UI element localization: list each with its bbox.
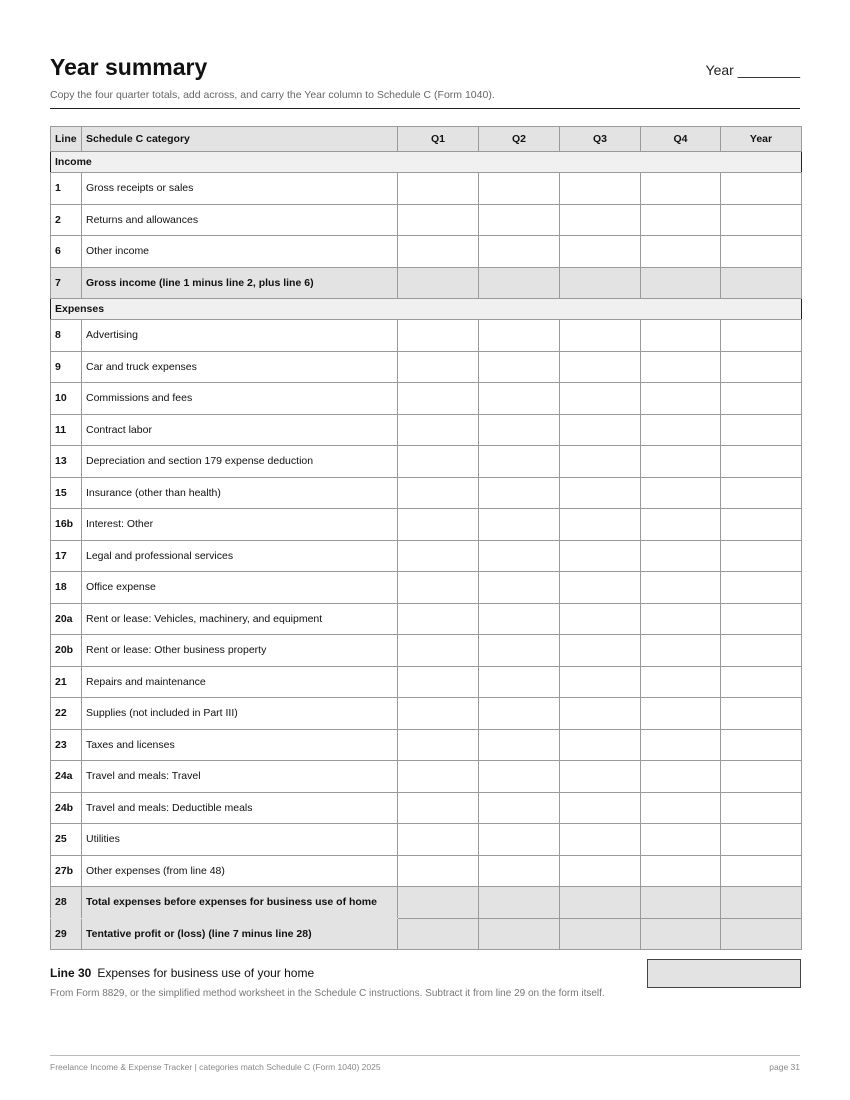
year-amount-cell[interactable] [721, 918, 802, 950]
q4-amount-cell[interactable] [641, 698, 721, 730]
q4-amount-cell[interactable] [641, 204, 721, 236]
year-amount-cell[interactable] [721, 887, 802, 919]
q1-amount-cell[interactable] [398, 540, 479, 572]
q2-amount-cell[interactable] [479, 540, 560, 572]
q4-amount-cell[interactable] [641, 666, 721, 698]
table-row [51, 446, 802, 478]
category-label: Car and truck expenses [82, 351, 398, 383]
col-header-year: Year [721, 127, 802, 152]
q3-amount-cell[interactable] [560, 855, 641, 887]
category-label: Contract labor [82, 414, 398, 446]
q2-amount-cell[interactable] [479, 477, 560, 509]
table-row [51, 509, 802, 541]
q1-amount-cell[interactable] [398, 887, 479, 919]
line-number: 10 [51, 383, 82, 415]
q4-amount-cell[interactable] [641, 509, 721, 541]
table-row [51, 540, 802, 572]
year-amount-cell[interactable] [721, 320, 802, 352]
line-number: 11 [51, 414, 82, 446]
q3-amount-cell[interactable] [560, 383, 641, 415]
q4-amount-cell[interactable] [641, 383, 721, 415]
year-summary-table [50, 126, 802, 950]
q1-amount-cell[interactable] [398, 446, 479, 478]
q4-amount-cell[interactable] [641, 603, 721, 635]
q4-amount-cell[interactable] [641, 267, 721, 299]
q1-amount-cell[interactable] [398, 918, 479, 950]
line-number: 17 [51, 540, 82, 572]
q1-amount-cell[interactable] [398, 572, 479, 604]
q3-amount-cell[interactable] [560, 698, 641, 730]
q3-amount-cell[interactable] [560, 267, 641, 299]
income-section-row [51, 152, 802, 173]
q4-amount-cell[interactable] [641, 446, 721, 478]
q4-amount-cell[interactable] [641, 729, 721, 761]
q3-amount-cell[interactable] [560, 635, 641, 667]
line-number: 27b [51, 855, 82, 887]
q1-amount-cell[interactable] [398, 855, 479, 887]
line-number: 16b [51, 509, 82, 541]
q3-amount-cell[interactable] [560, 792, 641, 824]
q4-amount-cell[interactable] [641, 236, 721, 268]
table-row [51, 236, 802, 268]
q3-amount-cell[interactable] [560, 173, 641, 205]
table-body [51, 152, 802, 950]
line-number: 20b [51, 635, 82, 667]
q3-amount-cell[interactable] [560, 446, 641, 478]
q1-amount-cell[interactable] [398, 173, 479, 205]
q3-amount-cell[interactable] [560, 477, 641, 509]
q2-amount-cell[interactable] [479, 603, 560, 635]
instructions: Copy the four quarter totals, add across, and carry the Year column to Schedule C (Form 1040). [50, 89, 495, 101]
table-row [51, 792, 802, 824]
q2-amount-cell[interactable] [479, 446, 560, 478]
q3-amount-cell[interactable] [560, 204, 641, 236]
q2-amount-cell[interactable] [479, 666, 560, 698]
q1-amount-cell[interactable] [398, 509, 479, 541]
q1-amount-cell[interactable] [398, 351, 479, 383]
q4-amount-cell[interactable] [641, 855, 721, 887]
table-row [51, 761, 802, 793]
category-label: Legal and professional services [82, 540, 398, 572]
table-row [51, 729, 802, 761]
table-row [51, 824, 802, 856]
q1-amount-cell[interactable] [398, 824, 479, 856]
table-row [51, 414, 802, 446]
page-title: Year summary [50, 54, 208, 80]
q2-amount-cell[interactable] [479, 824, 560, 856]
category-label: Interest: Other [82, 509, 398, 541]
q1-amount-cell[interactable] [398, 320, 479, 352]
line-number: 6 [51, 236, 82, 268]
table-row [51, 383, 802, 415]
table-row [51, 351, 802, 383]
category-label: Commissions and fees [82, 383, 398, 415]
category-label: Taxes and licenses [82, 729, 398, 761]
year-amount-cell[interactable] [721, 603, 802, 635]
q2-amount-cell[interactable] [479, 509, 560, 541]
line-number: 20a [51, 603, 82, 635]
q4-amount-cell[interactable] [641, 887, 721, 919]
category-label: Other income [82, 236, 398, 268]
q1-amount-cell[interactable] [398, 267, 479, 299]
q1-amount-cell[interactable] [398, 666, 479, 698]
line30-amount-field[interactable] [647, 959, 801, 988]
q2-amount-cell[interactable] [479, 729, 560, 761]
col-header-line: Line [51, 127, 82, 152]
table-row [51, 918, 802, 950]
year-amount-cell[interactable] [721, 729, 802, 761]
line-number: 29 [51, 918, 82, 950]
q2-amount-cell[interactable] [479, 698, 560, 730]
q4-amount-cell[interactable] [641, 320, 721, 352]
line-number: 18 [51, 572, 82, 604]
table-row [51, 267, 802, 299]
year-amount-cell[interactable] [721, 540, 802, 572]
footer-text: Freelance Income & Expense Tracker | categories match Schedule C (Form 1040) 2025 [50, 1062, 381, 1072]
q2-amount-cell[interactable] [479, 792, 560, 824]
q4-amount-cell[interactable] [641, 414, 721, 446]
q1-amount-cell[interactable] [398, 635, 479, 667]
line30-description: From Form 8829, or the simplified method worksheet in the Schedule C instructions. Subtract it from line 29 on the form itself. [50, 988, 605, 999]
q2-amount-cell[interactable] [479, 204, 560, 236]
category-label: Rent or lease: Vehicles, machinery, and equipment [82, 603, 398, 635]
year-amount-cell[interactable] [721, 204, 802, 236]
q3-amount-cell[interactable] [560, 761, 641, 793]
year-amount-cell[interactable] [721, 446, 802, 478]
q1-amount-cell[interactable] [398, 477, 479, 509]
col-header-q1: Q1 [398, 127, 479, 152]
table-row [51, 572, 802, 604]
line-number: 24a [51, 761, 82, 793]
category-label: Tentative profit or (loss) (line 7 minus line 28) [82, 918, 398, 950]
line-number: 23 [51, 729, 82, 761]
q1-amount-cell[interactable] [398, 698, 479, 730]
q2-amount-cell[interactable] [479, 572, 560, 604]
category-label: Returns and allowances [82, 204, 398, 236]
q3-amount-cell[interactable] [560, 414, 641, 446]
q1-amount-cell[interactable] [398, 792, 479, 824]
q4-amount-cell[interactable] [641, 351, 721, 383]
q1-amount-cell[interactable] [398, 729, 479, 761]
q3-amount-cell[interactable] [560, 236, 641, 268]
q3-amount-cell[interactable] [560, 918, 641, 950]
q4-amount-cell[interactable] [641, 761, 721, 793]
q3-amount-cell[interactable] [560, 887, 641, 919]
q1-amount-cell[interactable] [398, 414, 479, 446]
q4-amount-cell[interactable] [641, 540, 721, 572]
q1-amount-cell[interactable] [398, 761, 479, 793]
category-label: Office expense [82, 572, 398, 604]
category-label: Rent or lease: Other business property [82, 635, 398, 667]
category-label: Total expenses before expenses for business use of home [82, 887, 398, 919]
line-number: 8 [51, 320, 82, 352]
table-row [51, 320, 802, 352]
q2-amount-cell[interactable] [479, 383, 560, 415]
col-header-q2: Q2 [479, 127, 560, 152]
q2-amount-cell[interactable] [479, 267, 560, 299]
q1-amount-cell[interactable] [398, 236, 479, 268]
expenses-section-row [51, 299, 802, 320]
year-amount-cell[interactable] [721, 572, 802, 604]
col-header-category: Schedule C category [82, 127, 398, 152]
q3-amount-cell[interactable] [560, 729, 641, 761]
q4-amount-cell[interactable] [641, 824, 721, 856]
section-heading: Expenses [51, 299, 802, 320]
q1-amount-cell[interactable] [398, 383, 479, 415]
q2-amount-cell[interactable] [479, 236, 560, 268]
year-amount-cell[interactable] [721, 824, 802, 856]
year-amount-cell[interactable] [721, 383, 802, 415]
year-amount-cell[interactable] [721, 173, 802, 205]
table-row [51, 635, 802, 667]
q2-amount-cell[interactable] [479, 173, 560, 205]
q2-amount-cell[interactable] [479, 887, 560, 919]
category-label: Other expenses (from line 48) [82, 855, 398, 887]
q3-amount-cell[interactable] [560, 509, 641, 541]
q4-amount-cell[interactable] [641, 173, 721, 205]
line30-title: Expenses for business use of your home [97, 966, 315, 980]
table-row [51, 173, 802, 205]
header-rule [50, 108, 800, 109]
q3-amount-cell[interactable] [560, 540, 641, 572]
q4-amount-cell[interactable] [641, 635, 721, 667]
category-label: Depreciation and section 179 expense deduction [82, 446, 398, 478]
category-label: Repairs and maintenance [82, 666, 398, 698]
line-number: 25 [51, 824, 82, 856]
category-label: Gross receipts or sales [82, 173, 398, 205]
table-row [51, 855, 802, 887]
q3-amount-cell[interactable] [560, 572, 641, 604]
q2-amount-cell[interactable] [479, 761, 560, 793]
line-number: 22 [51, 698, 82, 730]
q2-amount-cell[interactable] [479, 635, 560, 667]
line-number: 1 [51, 173, 82, 205]
year-amount-cell[interactable] [721, 792, 802, 824]
year-amount-cell[interactable] [721, 635, 802, 667]
q4-amount-cell[interactable] [641, 477, 721, 509]
line30-label: Line 30 [50, 966, 92, 980]
year-amount-cell[interactable] [721, 267, 802, 299]
table-row [51, 477, 802, 509]
table-row [51, 698, 802, 730]
year-amount-cell[interactable] [721, 761, 802, 793]
year-amount-cell[interactable] [721, 666, 802, 698]
category-label: Insurance (other than health) [82, 477, 398, 509]
year-amount-cell[interactable] [721, 698, 802, 730]
category-label: Gross income (line 1 minus line 2, plus line 6) [82, 267, 398, 299]
table-row [51, 666, 802, 698]
line-number: 28 [51, 887, 82, 919]
line-number: 9 [51, 351, 82, 383]
category-label: Advertising [82, 320, 398, 352]
year-amount-cell[interactable] [721, 855, 802, 887]
year-amount-cell[interactable] [721, 351, 802, 383]
q3-amount-cell[interactable] [560, 666, 641, 698]
q2-amount-cell[interactable] [479, 918, 560, 950]
year-amount-cell[interactable] [721, 236, 802, 268]
line30-heading [50, 966, 314, 980]
q2-amount-cell[interactable] [479, 320, 560, 352]
year-amount-cell[interactable] [721, 414, 802, 446]
q3-amount-cell[interactable] [560, 351, 641, 383]
line-number: 15 [51, 477, 82, 509]
category-label: Travel and meals: Travel [82, 761, 398, 793]
category-label: Utilities [82, 824, 398, 856]
q4-amount-cell[interactable] [641, 918, 721, 950]
col-header-q4: Q4 [641, 127, 721, 152]
q2-amount-cell[interactable] [479, 351, 560, 383]
q4-amount-cell[interactable] [641, 792, 721, 824]
q1-amount-cell[interactable] [398, 204, 479, 236]
q3-amount-cell[interactable] [560, 603, 641, 635]
category-label: Travel and meals: Deductible meals [82, 792, 398, 824]
table-row [51, 204, 802, 236]
q3-amount-cell[interactable] [560, 320, 641, 352]
col-header-q3: Q3 [560, 127, 641, 152]
year-field[interactable]: Year ________ [705, 62, 800, 78]
q3-amount-cell[interactable] [560, 824, 641, 856]
year-amount-cell[interactable] [721, 509, 802, 541]
page-number: page 31 [769, 1062, 800, 1072]
line-number: 21 [51, 666, 82, 698]
table-header-row [51, 127, 802, 152]
q4-amount-cell[interactable] [641, 572, 721, 604]
table-row [51, 887, 802, 919]
category-label: Supplies (not included in Part III) [82, 698, 398, 730]
table-row [51, 603, 802, 635]
line-number: 13 [51, 446, 82, 478]
q1-amount-cell[interactable] [398, 603, 479, 635]
line-number: 2 [51, 204, 82, 236]
q2-amount-cell[interactable] [479, 414, 560, 446]
year-amount-cell[interactable] [721, 477, 802, 509]
line-number: 24b [51, 792, 82, 824]
section-heading: Income [51, 152, 802, 173]
line-number: 7 [51, 267, 82, 299]
q2-amount-cell[interactable] [479, 855, 560, 887]
footer-rule [50, 1055, 800, 1056]
